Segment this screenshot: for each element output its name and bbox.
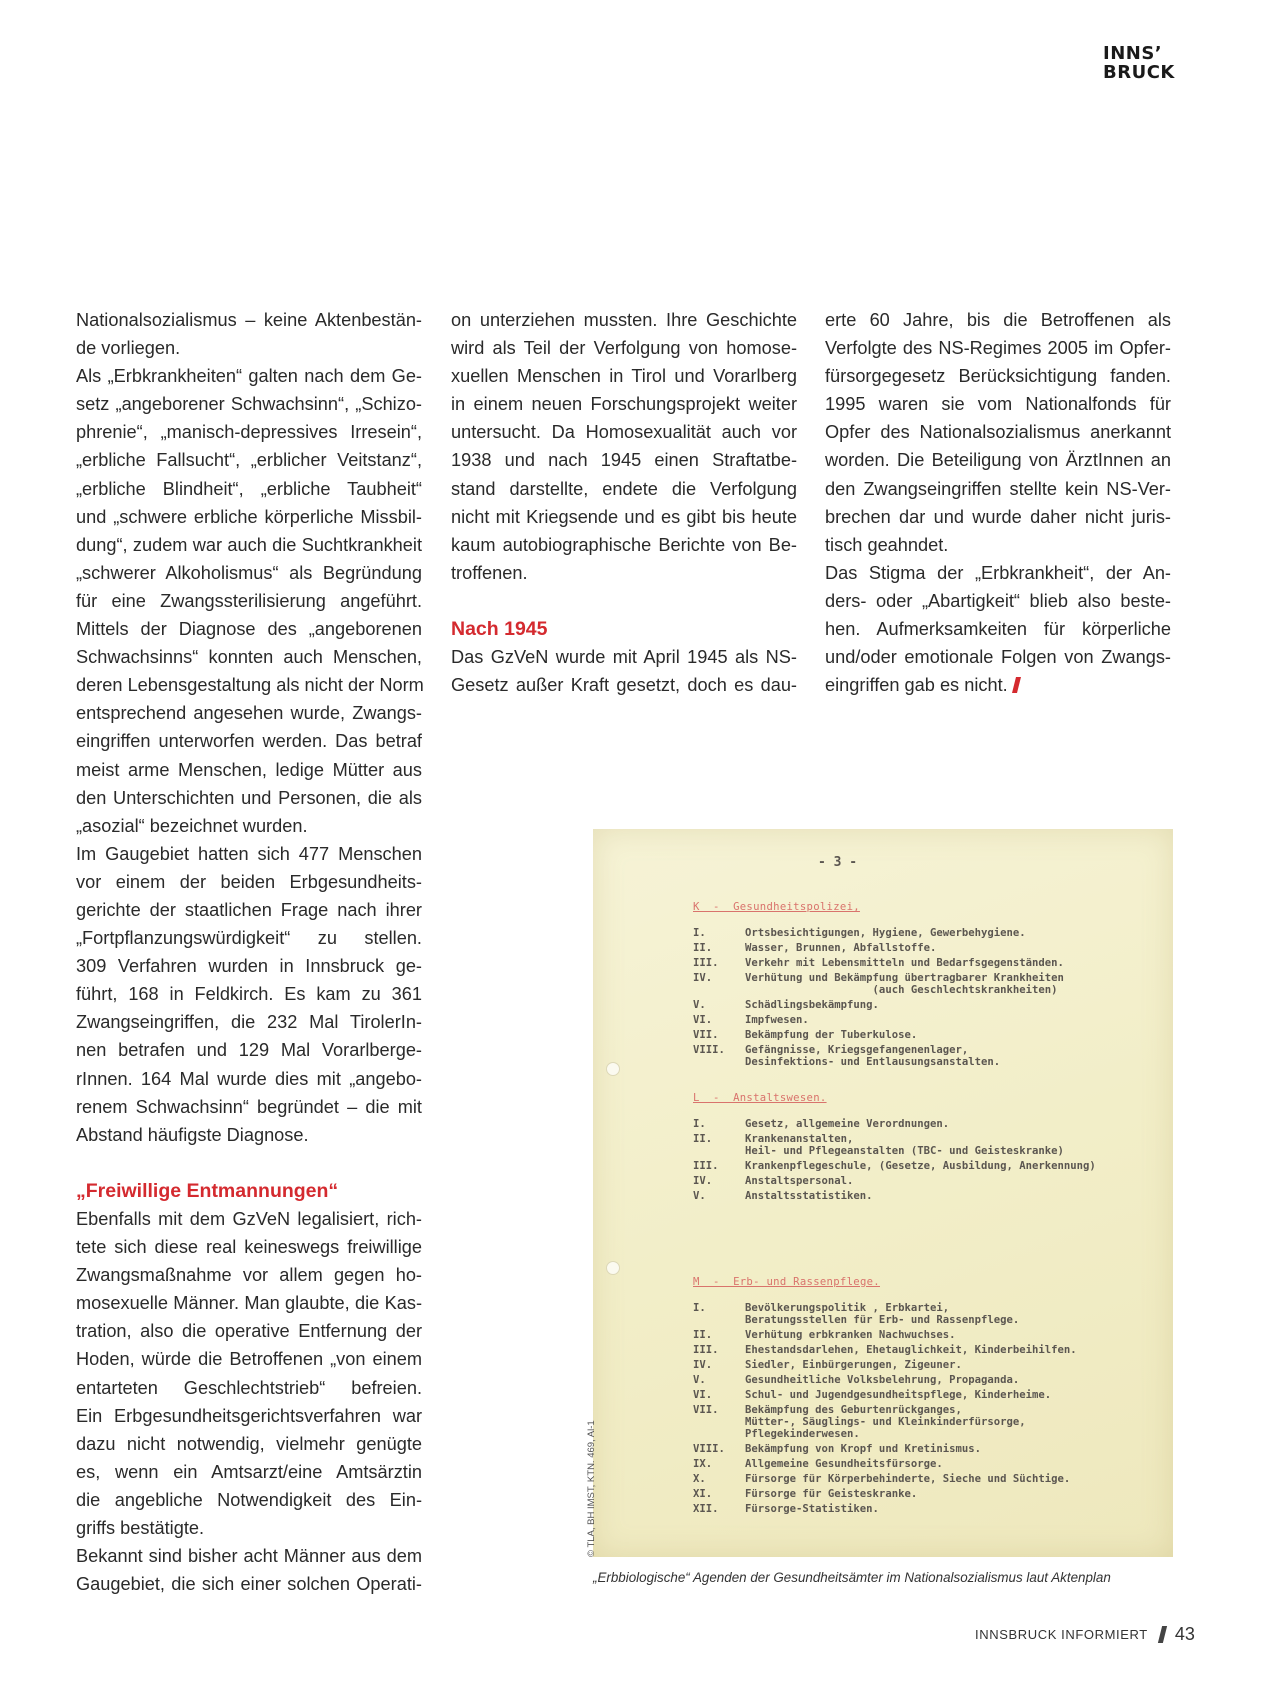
line-text: „erbliche Fallsucht“, „erblicher Veitstanz“, <box>76 450 422 471</box>
line-text: tration, also die operative Entfernung der <box>76 1321 422 1342</box>
document-item <box>693 1458 1153 1470</box>
item-text: Ortsbesichtigungen, Hygiene, Gewerbehygiene. <box>745 927 1026 939</box>
page-number: 43 <box>1174 1624 1195 1644</box>
text-line <box>76 1570 422 1598</box>
document-item <box>693 972 1153 996</box>
item-text: Ehestandsdarlehen, Ehetauglichkeit, Kinderbeihilfen. <box>745 1344 1077 1356</box>
item-text: Schul- und Jugendgesundheitspflege, Kinderheime. <box>745 1389 1052 1401</box>
text-line <box>825 671 1171 699</box>
line-text: wird als Teil der Verfolgung von homose- <box>451 338 797 359</box>
text-line <box>76 1065 422 1093</box>
text-column-3 <box>825 306 1171 699</box>
text-line <box>451 559 797 587</box>
line-text: und/oder emotionale Folgen von Zwangs- <box>825 647 1171 668</box>
line-text: dung“, zudem war auch die Suchtkrankheit <box>76 534 422 555</box>
item-numeral: II. <box>693 942 713 954</box>
text-line <box>76 1345 422 1373</box>
text-line <box>451 643 797 671</box>
item-text: Krankenanstalten, Heil- und Pflegeanstalten (TBC- und Geisteskranke) <box>745 1133 1064 1157</box>
line-text: Gaugebiet, die sich einer solchen Operati- <box>76 1574 422 1595</box>
item-text: Impfwesen. <box>745 1014 809 1026</box>
item-numeral: I. <box>693 1118 706 1130</box>
line-text: erte 60 Jahre, bis die Betroffenen als <box>825 310 1171 330</box>
innsbruck-logo <box>1103 44 1175 82</box>
text-line <box>451 390 797 418</box>
item-text: Bekämpfung des Geburtenrückganges, Mütter-, Säuglings- und Kleinkinderfürsorge, Pflegekinderwesen. <box>745 1404 1026 1440</box>
text-line <box>76 1261 422 1289</box>
text-line <box>76 1093 422 1121</box>
text-line <box>76 1121 422 1149</box>
document-item <box>693 1344 1153 1356</box>
item-text: Allgemeine Gesundheitsfürsorge. <box>745 1458 943 1470</box>
text-line <box>76 1205 422 1233</box>
item-text: Bekämpfung der Tuberkulose. <box>745 1029 918 1041</box>
line-text: on unterziehen mussten. Ihre Geschichte <box>451 310 797 330</box>
item-text: Siedler, Einbürgerungen, Zigeuner. <box>745 1359 962 1371</box>
line-text: „schwerer Alkoholismus“ als Begründung <box>76 562 422 583</box>
item-numeral: III. <box>693 1160 719 1172</box>
line-text: Gesetz außer Kraft gesetzt, doch es dau- <box>451 675 797 696</box>
line-text: Ein Erbgesundheitsgerichtsverfahren war <box>76 1405 422 1426</box>
item-numeral: IV. <box>693 1175 713 1187</box>
document-item <box>693 1118 1153 1130</box>
item-text: Fürsorge für Geisteskranke. <box>745 1488 918 1500</box>
line-text: Ebenfalls mit dem GzVeN legalisiert, rich- <box>76 1209 422 1229</box>
line-text: in einem neuen Forschungsprojekt weiter <box>451 394 797 415</box>
line-text: mosexuelle Männer. Man glaubte, die Kas- <box>76 1293 422 1314</box>
document-item <box>693 1488 1153 1500</box>
photo-credit: © TLA, BH IMST, KTN. 469, Al-1 <box>586 1420 597 1557</box>
line-text: stand darstellte, endete die Verfolgung <box>451 478 797 499</box>
document-item <box>693 1404 1153 1440</box>
line-text: Hoden, würde die Betroffenen „von einem <box>76 1349 422 1370</box>
text-line <box>825 643 1171 671</box>
text-line <box>76 334 422 362</box>
document-section-heading: L - Anstaltswesen. <box>693 1092 827 1104</box>
document-item <box>693 1302 1153 1326</box>
item-numeral: VIII. <box>693 1044 725 1056</box>
item-text: Krankenpflegeschule, (Gesetze, Ausbildung, Anerkennung) <box>745 1160 1096 1172</box>
text-line <box>76 1008 422 1036</box>
line-text: worden. Die Beteiligung von ÄrztInnen an <box>825 450 1171 471</box>
text-line <box>825 559 1171 587</box>
line-text: gerichte der staatlichen Frage nach ihrer <box>76 899 422 920</box>
text-line <box>451 671 797 699</box>
text-line <box>76 418 422 446</box>
item-text: Verhütung und Bekämpfung übertragbarer Krankheiten (auch Geschlechtskrankheiten) <box>745 972 1064 996</box>
item-numeral: IX. <box>693 1458 713 1470</box>
line-text: de vorliegen. <box>76 338 181 359</box>
text-line <box>76 924 422 952</box>
line-text: den Unterschichten und Personen, die als <box>76 787 422 808</box>
text-line <box>825 615 1171 643</box>
text-line <box>76 840 422 868</box>
text-line <box>76 475 422 503</box>
line-text: „erbliche Blindheit“, „erbliche Taubheit“ <box>76 478 422 499</box>
spacer <box>451 587 797 615</box>
document-section-m <box>693 1276 1153 1518</box>
text-line <box>76 1486 422 1514</box>
document-item <box>693 1190 1153 1202</box>
text-line <box>76 1402 422 1430</box>
text-line <box>76 1317 422 1345</box>
line-text: tete sich diese real keineswegs freiwillige <box>76 1237 422 1258</box>
text-line <box>76 559 422 587</box>
line-text: und „schwere erbliche körperliche Missbil- <box>76 506 422 527</box>
text-line <box>76 362 422 390</box>
line-text: die angebliche Notwendigkeit des Ein- <box>76 1489 422 1510</box>
paragraph <box>825 559 1171 699</box>
item-numeral: II. <box>693 1329 713 1341</box>
text-line <box>825 362 1171 390</box>
line-text: Das GzVeN wurde mit April 1945 als NS- <box>451 647 797 668</box>
paragraph <box>76 1205 422 1542</box>
item-text: Anstaltspersonal. <box>745 1175 854 1187</box>
document-item <box>693 1160 1153 1172</box>
paragraph <box>76 306 422 362</box>
text-line <box>76 390 422 418</box>
text-line <box>825 418 1171 446</box>
item-numeral: VI. <box>693 1014 713 1026</box>
document-section-heading: M - Erb- und Rassenpflege. <box>693 1276 880 1288</box>
line-text: deren Lebensgestaltung als nicht der Norm <box>76 675 424 696</box>
item-numeral: V. <box>693 1190 706 1202</box>
text-line <box>76 1542 422 1570</box>
line-text: renem Schwachsinn“ begründet – die mit <box>76 1096 422 1117</box>
line-text: „asozial“ bezeichnet wurden. <box>76 815 308 836</box>
text-line <box>76 980 422 1008</box>
document-item <box>693 1044 1153 1068</box>
text-line <box>76 1458 422 1486</box>
text-line <box>451 446 797 474</box>
text-line <box>76 756 422 784</box>
line-text: Bekannt sind bisher acht Männer aus dem <box>76 1546 422 1567</box>
text-line <box>825 531 1171 559</box>
text-line <box>825 306 1171 334</box>
text-line <box>76 446 422 474</box>
text-line <box>76 699 422 727</box>
text-line <box>76 1514 422 1542</box>
text-line <box>451 418 797 446</box>
line-text: vor einem der beiden Erbgesundheits- <box>76 871 422 892</box>
document-item <box>693 1014 1153 1026</box>
line-text: meist arme Menschen, ledige Mütter aus <box>76 759 422 780</box>
document-item <box>693 999 1153 1011</box>
line-text: Im Gaugebiet hatten sich 477 Menschen <box>76 843 422 864</box>
text-line <box>825 503 1171 531</box>
line-text: Zwangseingriffen, die 232 Mal TirolerIn- <box>76 1012 422 1033</box>
document-section-l <box>693 1092 1153 1205</box>
text-line <box>76 306 422 334</box>
paragraph <box>825 306 1171 559</box>
document-page-number: - 3 - <box>818 855 858 870</box>
text-line <box>76 784 422 812</box>
line-text: dazu nicht notwendig, vielmehr genügte <box>76 1433 422 1454</box>
item-text: Gesundheitliche Volksbelehrung, Propaganda. <box>745 1374 1020 1386</box>
line-text: nen betrafen und 129 Mal Vorarlberge- <box>76 1040 422 1061</box>
item-text: Bevölkerungspolitik , Erbkartei, Beratungsstellen für Erb- und Rassenpflege. <box>745 1302 1020 1326</box>
section-heading: Nach 1945 <box>451 618 548 641</box>
paragraph <box>76 362 422 840</box>
text-line <box>451 531 797 559</box>
item-text: Anstaltsstatistiken. <box>745 1190 873 1202</box>
logo-line-2: BRUCK <box>1103 62 1175 83</box>
item-text: Gesetz, allgemeine Verordnungen. <box>745 1118 950 1130</box>
line-text: griffs bestätigte. <box>76 1518 205 1539</box>
line-text: „Fortpflanzungswürdigkeit“ zu stellen. <box>76 928 422 949</box>
text-line <box>451 334 797 362</box>
line-text: nicht mit Kriegsende und es gibt bis heute <box>451 506 797 527</box>
document-item <box>693 942 1153 954</box>
item-text: Wasser, Brunnen, Abfallstoffe. <box>745 942 937 954</box>
line-text: den Zwangseingriffen stellte kein NS-Ver- <box>825 478 1171 499</box>
line-text: troffenen. <box>451 562 528 583</box>
item-numeral: III. <box>693 957 719 969</box>
line-text: Das Stigma der „Erbkrankheit“, der An- <box>825 562 1171 583</box>
document-item <box>693 1473 1153 1485</box>
text-line <box>76 531 422 559</box>
line-text: fürsorgegesetz Berücksichtigung fanden. <box>825 366 1171 387</box>
line-text: Verfolgte des NS-Regimes 2005 im Opfer- <box>825 338 1171 359</box>
text-line <box>451 475 797 503</box>
document-item <box>693 1503 1153 1515</box>
spacer <box>76 1149 422 1177</box>
line-text: entsprechend angesehen wurde, Zwangs- <box>76 703 422 724</box>
text-line <box>825 587 1171 615</box>
text-line <box>825 475 1171 503</box>
line-text: 1938 und nach 1945 einen Straftatbe- <box>451 450 797 471</box>
text-line <box>825 334 1171 362</box>
line-text: es, wenn ein Amtsarzt/eine Amtsärztin <box>76 1461 422 1482</box>
document-item <box>693 1389 1153 1401</box>
text-column-1 <box>76 306 422 1598</box>
text-line <box>76 1233 422 1261</box>
item-text: Verkehr mit Lebensmitteln und Bedarfsgegenständen. <box>745 957 1064 969</box>
line-text: 309 Verfahren wurden in Innsbruck ge- <box>76 956 422 977</box>
end-mark-icon <box>1012 677 1021 693</box>
section-heading: „Freiwillige Entmannungen“ <box>76 1179 339 1202</box>
line-text: Schwachsinns“ konnten auch Menschen, <box>76 647 422 668</box>
paragraph <box>76 1542 422 1598</box>
line-text: Nationalsozialismus – keine Aktenbestän- <box>76 310 422 330</box>
item-text: Fürsorge-Statistiken. <box>745 1503 879 1515</box>
text-line <box>76 615 422 643</box>
item-text: Schädlingsbekämpfung. <box>745 999 879 1011</box>
line-text: Opfer des Nationalsozialismus anerkannt <box>825 422 1171 443</box>
logo-line-1: INNS’ <box>1103 43 1163 64</box>
text-column-2 <box>451 306 797 699</box>
line-text: eingriffen gab es nicht. <box>825 675 1008 696</box>
text-line <box>76 896 422 924</box>
text-line <box>451 306 797 334</box>
item-text: Verhütung erbkranken Nachwuchses. <box>745 1329 956 1341</box>
text-line <box>76 727 422 755</box>
line-text: xuellen Menschen in Tirol und Vorarlberg <box>451 366 797 387</box>
line-text: setz „angeborener Schwachsinn“, „Schizo- <box>76 394 422 415</box>
line-text: für eine Zwangssterilisierung angeführt. <box>76 590 422 611</box>
line-text: phrenie“, „manisch-depressives Irresein“, <box>76 422 422 443</box>
line-text: untersucht. Da Homosexualität auch vor <box>451 422 797 443</box>
line-text: kaum autobiographische Berichte von Be- <box>451 534 797 555</box>
text-line <box>451 362 797 390</box>
document-item <box>693 1175 1153 1187</box>
line-text: hen. Aufmerksamkeiten für körperliche <box>825 619 1171 640</box>
text-line <box>76 587 422 615</box>
paragraph <box>76 840 422 1149</box>
document-section-heading: K - Gesundheitspolizei, <box>693 901 860 913</box>
archive-document-image <box>593 829 1173 1557</box>
line-text: rInnen. 164 Mal wurde dies mit „angebo- <box>76 1068 422 1089</box>
document-item <box>693 1374 1153 1386</box>
item-numeral: V. <box>693 1374 706 1386</box>
punch-hole <box>606 1062 620 1076</box>
line-text: Abstand häufigste Diagnose. <box>76 1124 309 1145</box>
item-numeral: I. <box>693 1302 706 1314</box>
text-line <box>76 1430 422 1458</box>
item-numeral: VIII. <box>693 1443 725 1455</box>
document-item <box>693 1329 1153 1341</box>
text-line <box>76 643 422 671</box>
paragraph <box>451 643 797 699</box>
item-numeral: III. <box>693 1344 719 1356</box>
item-numeral: X. <box>693 1473 706 1485</box>
line-text: brechen dar und wurde daher nicht juris- <box>825 506 1171 527</box>
document-item <box>693 927 1153 939</box>
line-text: führt, 168 in Feldkirch. Es kam zu 361 <box>76 984 422 1005</box>
text-line <box>825 446 1171 474</box>
text-line <box>76 868 422 896</box>
document-item <box>693 1359 1153 1371</box>
document-item <box>693 1029 1153 1041</box>
item-numeral: V. <box>693 999 706 1011</box>
line-text: entarteten Geschlechtstrieb“ befreien. <box>76 1377 422 1398</box>
text-line <box>76 812 422 840</box>
text-line <box>76 503 422 531</box>
slash-mark-icon <box>1158 1626 1167 1643</box>
line-text: Mittels der Diagnose des „angeborenen <box>76 619 422 640</box>
text-line <box>76 671 422 699</box>
document-item <box>693 957 1153 969</box>
item-numeral: I. <box>693 927 706 939</box>
text-line <box>76 1036 422 1064</box>
page-footer <box>975 1624 1195 1645</box>
item-numeral: VI. <box>693 1389 713 1401</box>
document-item <box>693 1133 1153 1157</box>
item-text: Gefängnisse, Kriegsgefangenenlager, Desinfektions- und Entlausungsanstalten. <box>745 1044 1001 1068</box>
line-text: eingriffen unterworfen werden. Das betraf <box>76 731 422 752</box>
item-text: Fürsorge für Körperbehinderte, Sieche und Süchtige. <box>745 1473 1071 1485</box>
line-text: ders- oder „Abartigkeit“ blieb also beste- <box>825 590 1171 611</box>
line-text: Zwangsmaßnahme vor allem gegen ho- <box>76 1265 422 1286</box>
document-section-k <box>693 901 1153 1071</box>
item-numeral: XII. <box>693 1503 719 1515</box>
text-line <box>825 390 1171 418</box>
item-numeral: IV. <box>693 1359 713 1371</box>
line-text: tisch geahndet. <box>825 534 949 555</box>
item-numeral: VII. <box>693 1404 719 1416</box>
text-line <box>76 952 422 980</box>
image-caption: „Erbbiologische“ Agenden der Gesundheitsämter im Nationalsozialismus laut Aktenplan <box>593 1570 1111 1585</box>
text-line <box>76 1374 422 1402</box>
text-line <box>76 1289 422 1317</box>
item-numeral: IV. <box>693 972 713 984</box>
item-numeral: XI. <box>693 1488 713 1500</box>
paragraph <box>451 306 797 587</box>
item-numeral: VII. <box>693 1029 719 1041</box>
text-line <box>451 503 797 531</box>
item-text: Bekämpfung von Kropf und Kretinismus. <box>745 1443 981 1455</box>
item-numeral: II. <box>693 1133 713 1145</box>
line-text: 1995 waren sie vom Nationalfonds für <box>825 394 1171 415</box>
publication-name: INNSBRUCK INFORMIERT <box>975 1627 1148 1642</box>
line-text: Als „Erbkrankheiten“ galten nach dem Ge- <box>76 366 422 387</box>
punch-hole <box>606 1261 620 1275</box>
document-item <box>693 1443 1153 1455</box>
